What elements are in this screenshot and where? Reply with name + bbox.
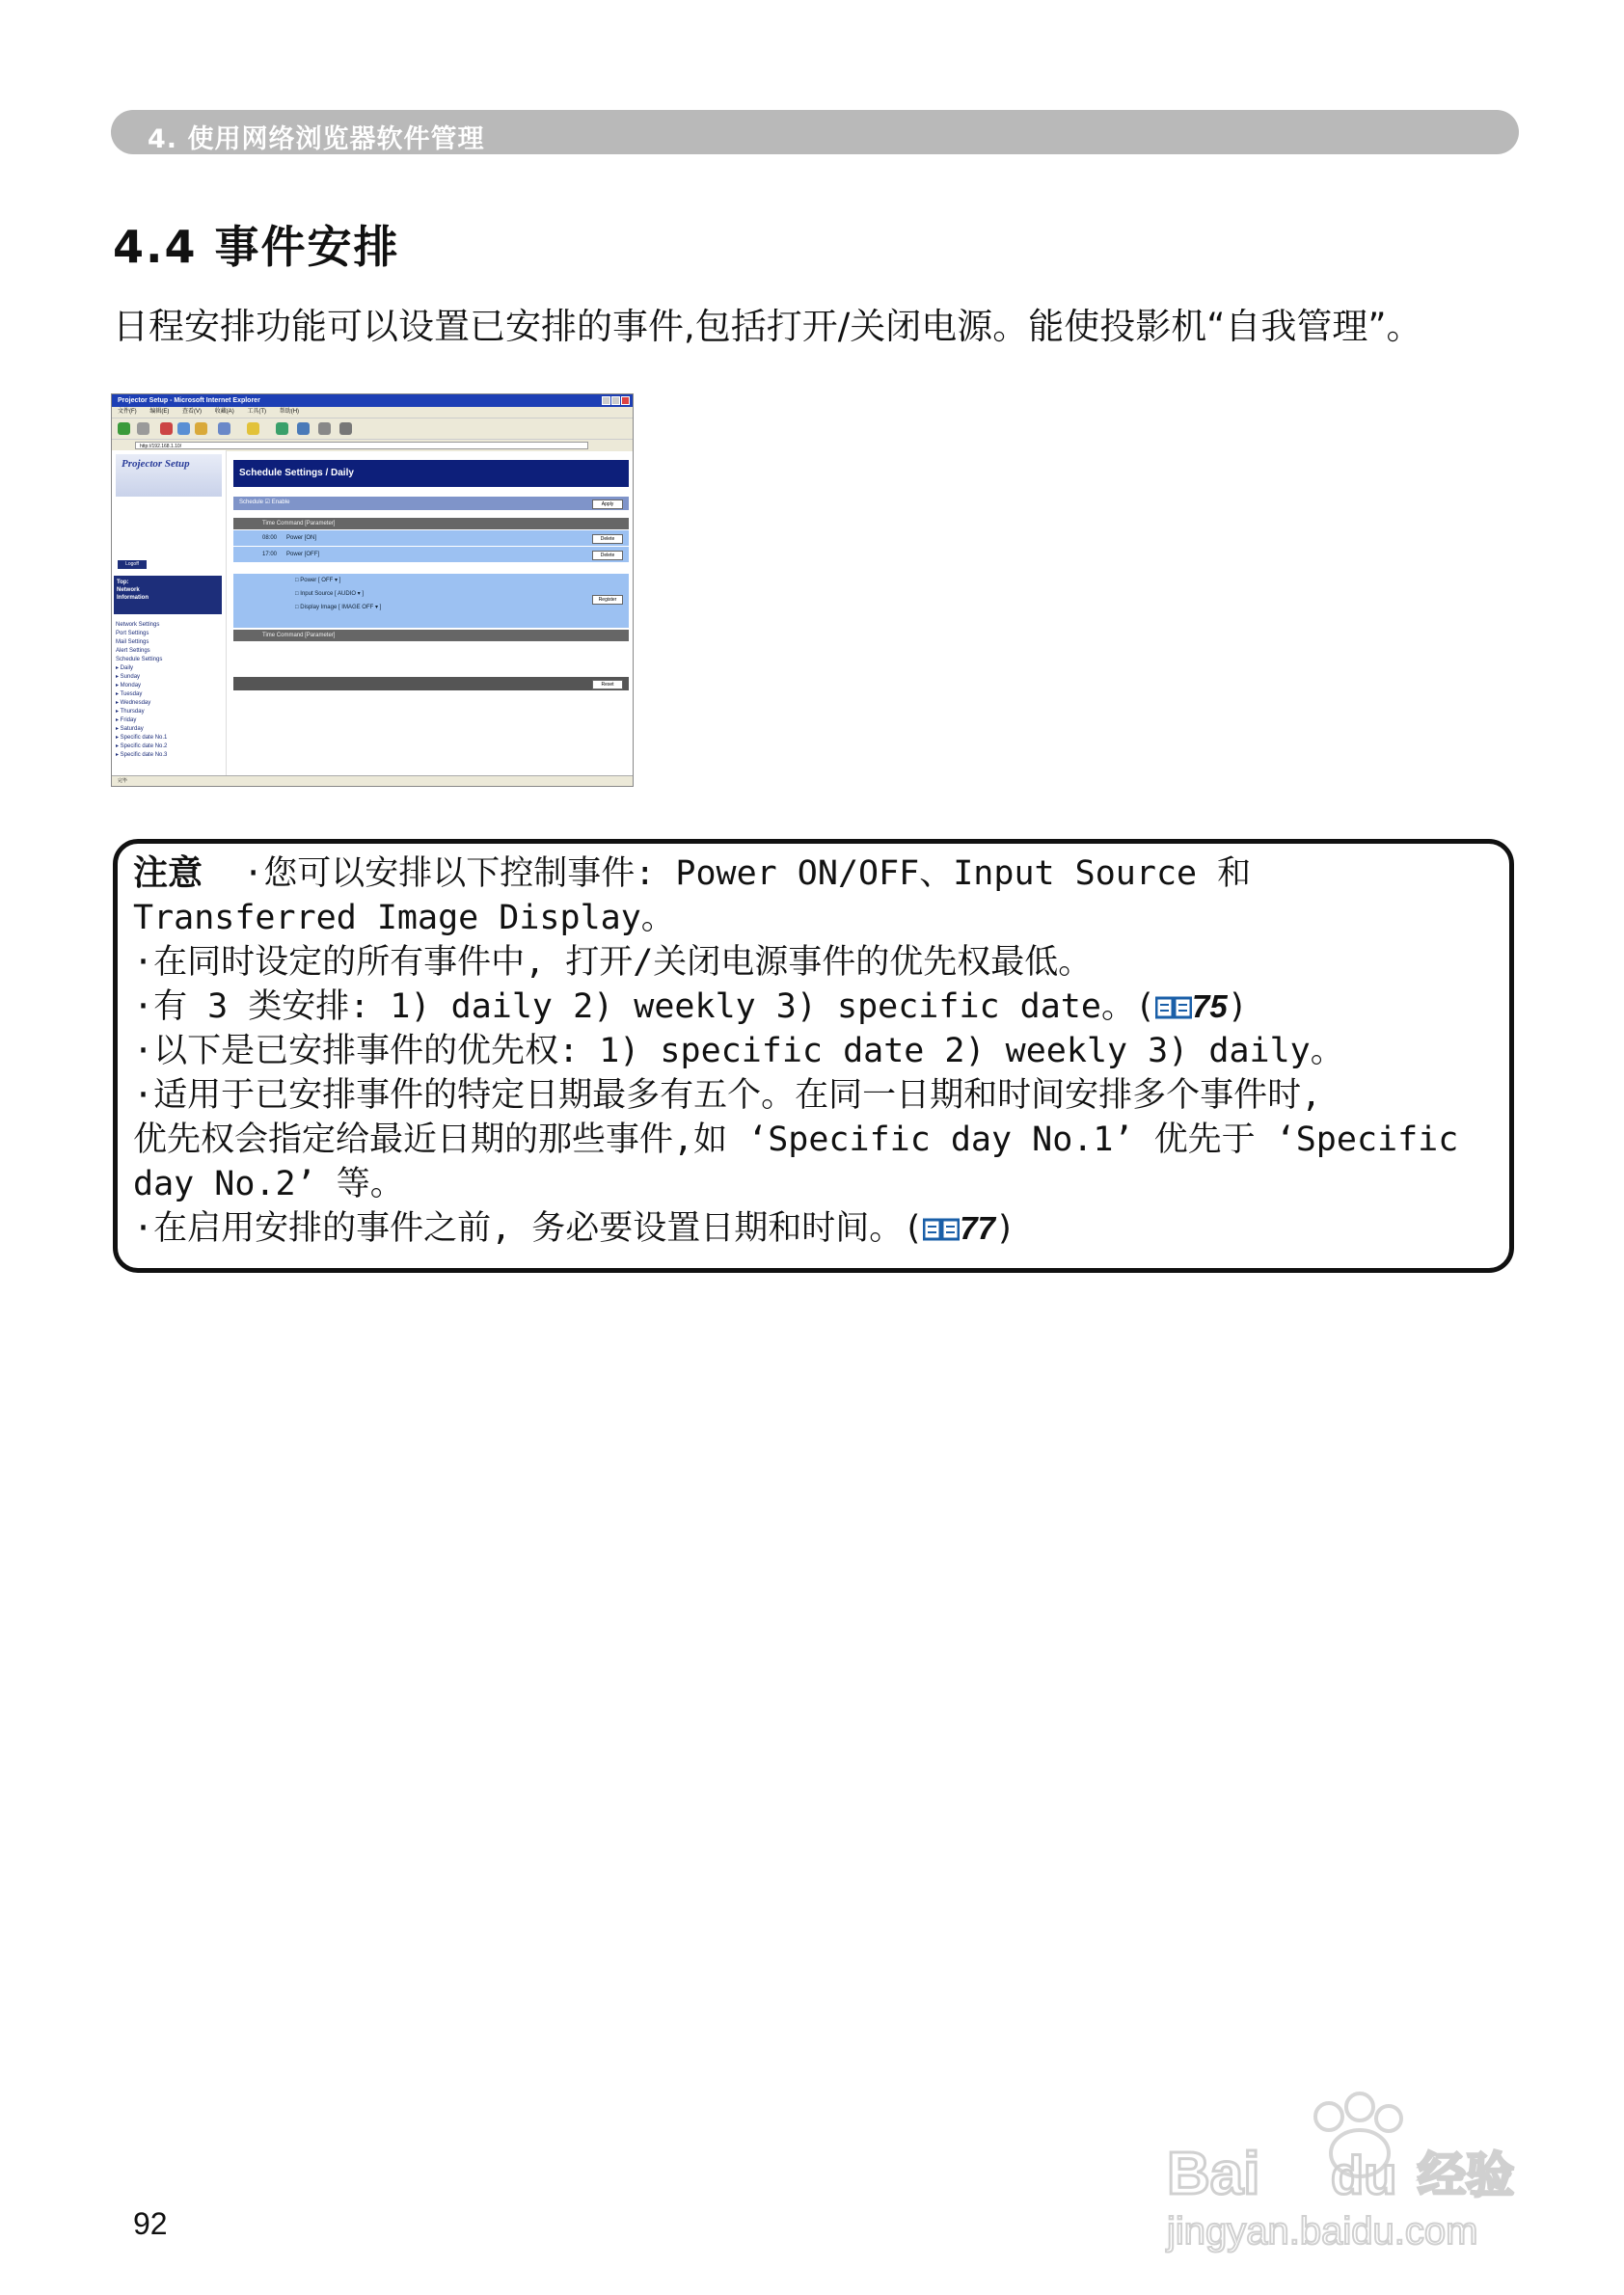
logo-text: Projector Setup (122, 458, 190, 470)
media-icon (276, 422, 288, 435)
sidebar-link: Schedule Settings (116, 657, 163, 662)
register-option: □ Display Image [ IMAGE OFF ▾ ] (295, 605, 382, 610)
note-line: ·适用于已安排事件的特定日期最多有五个。在同一日期和时间安排多个事件时, (133, 1076, 1322, 1115)
address-field: http://192.168.1.10/ (135, 442, 588, 449)
schedule-enable-row (233, 497, 629, 510)
sidebar-link: ▸ Thursday (116, 709, 145, 715)
forward-icon (137, 422, 149, 435)
note-line: day No.2’ 等。 (133, 1165, 404, 1203)
page-heading: Schedule Settings / Daily (233, 460, 629, 487)
sidebar-link: ▸ Specific date No.3 (116, 752, 168, 758)
note-line: ·以下是已安排事件的优先权: 1) specific date 2) weekly 3) daily。 (133, 1032, 1344, 1070)
status-bar: 完毕 (112, 775, 633, 786)
history-icon (297, 422, 310, 435)
favorites-icon (247, 422, 259, 435)
logoff-button: Logoff (118, 560, 147, 569)
top-nav-box (114, 576, 222, 614)
table-header: Time Command [Parameter] (233, 518, 629, 529)
event-command: Power [OFF] (286, 552, 320, 557)
page-reference: 75 (1192, 988, 1228, 1024)
event-time: 17:00 (262, 552, 278, 557)
event-time: 08:00 (262, 535, 278, 541)
embedded-screenshot (111, 393, 634, 787)
sidebar-link: Mail Settings (116, 639, 149, 645)
sidebar-link: ▸ Friday (116, 717, 137, 723)
sidebar-link: ▸ Tuesday (116, 691, 143, 697)
table-row (233, 547, 629, 562)
search-icon (218, 422, 230, 435)
refresh-icon (177, 422, 190, 435)
close-icon (621, 396, 630, 405)
print-icon (339, 422, 352, 435)
note-line: Transferred Image Display。 (133, 899, 675, 937)
section-header-bar (111, 110, 1519, 154)
table-footer-header: Time Command [Parameter] (233, 630, 629, 641)
minimize-icon (602, 396, 610, 405)
home-icon (195, 422, 207, 435)
register-option: □ Input Source [ AUDIO ▾ ] (295, 591, 364, 597)
book-icon (1155, 995, 1192, 1020)
note-line: ·有 3 类安排: 1) daily 2) weekly 3) specific date。( (133, 987, 1156, 1026)
menu-item: 编辑(E) (149, 409, 170, 415)
note-line: ·在启用安排的事件之前, 务必要设置日期和时间。( (133, 1209, 924, 1248)
event-command: Power [ON] (286, 535, 317, 541)
delete-button: Delete (592, 551, 623, 560)
note-label: 注意 (133, 853, 203, 893)
note-text: 注意 ·您可以安排以下控制事件: Power ON/OFF、Input Source 和 Transferred Image Display。 ·在同时设定的所有事件中, 打开/关闭电源事件的优先权最低。 ·有 3 类安排: 1) daily 2) weekly 3) specific date。( 75) ·以下是已安排事件的优先权: 1) specific date 2) weekly 3) daily。 ·适用于已安排事件的特定日期最多有五个。在同一日期和时间安排多个事件时, 优先权会指定给最近日期的那些事件,如 ‘Specific day No.1’ 优先于 ‘Specific day No.2’ 等。 ·在启用安排的事件之前, 务必要设置日期和时间。( 77) (133, 853, 1459, 1248)
svg-text:jingyan.baidu.com: jingyan.baidu.com (1167, 2210, 1478, 2253)
svg-text:经验: 经验 (1418, 2147, 1514, 2203)
top-nav-line: Information (117, 595, 149, 601)
menu-item: 收藏(A) (214, 409, 234, 415)
top-nav-line: Network (117, 587, 140, 593)
register-button: Register (592, 595, 623, 605)
note-line: ·在同时设定的所有事件中, 打开/关闭电源事件的优先权最低。 (133, 943, 1093, 982)
maximize-icon (611, 396, 620, 405)
svg-text:du: du (1331, 2145, 1397, 2205)
mail-icon (318, 422, 331, 435)
baidu-watermark (1157, 2078, 1543, 2261)
sidebar-link: ▸ Sunday (116, 674, 141, 680)
sidebar (112, 450, 227, 775)
schedule-label: Schedule ☑ Enable (239, 500, 290, 505)
sidebar-link: Alert Settings (116, 648, 150, 654)
svg-text:Bai: Bai (1167, 2141, 1260, 2207)
apply-button: Apply (592, 500, 623, 509)
back-icon (118, 422, 130, 435)
reset-button: Reset (592, 680, 623, 689)
sidebar-link: ▸ Specific date No.1 (116, 735, 168, 741)
note-line: 优先权会指定给最近日期的那些事件,如 ‘Specific day No.1’ 优先于 ‘Specific (133, 1120, 1459, 1159)
menu-item: 工具(T) (247, 409, 267, 415)
menu-bar (112, 407, 633, 418)
sidebar-link: ▸ Daily (116, 665, 134, 671)
window-title: Projector Setup - Microsoft Internet Explorer (112, 394, 633, 407)
sidebar-link: ▸ Saturday (116, 726, 144, 732)
top-nav-line: Top: (117, 580, 129, 585)
sidebar-link: ▸ Wednesday (116, 700, 151, 706)
intro-paragraph: 日程安排功能可以设置已安排的事件,包括打开/关闭电源。能使投影机“自我管理”。 (113, 306, 1422, 347)
page-number: 92 (133, 2206, 168, 2241)
section-header-text: 4. 使用网络浏览器软件管理 (148, 124, 485, 154)
toolbar (112, 418, 633, 440)
book-icon (923, 1217, 960, 1242)
note-line: ·您可以安排以下控制事件: Power ON/OFF、Input Source 和 (203, 854, 1252, 893)
table-row (233, 530, 629, 546)
sidebar-link: ▸ Specific date No.2 (116, 743, 168, 749)
sidebar-link: Port Settings (116, 631, 149, 636)
menu-item: 文件(F) (118, 409, 137, 415)
menu-item: 帮助(H) (279, 409, 300, 415)
delete-button: Delete (592, 534, 623, 544)
page-reference: 77 (960, 1210, 996, 1246)
sidebar-link: ▸ Monday (116, 683, 142, 688)
stop-icon (160, 422, 173, 435)
reset-row (233, 677, 629, 690)
register-row (233, 574, 629, 628)
menu-item: 查看(V) (182, 409, 203, 415)
register-option: □ Power [ OFF ▾ ] (295, 578, 341, 583)
logo (116, 454, 222, 497)
sidebar-link: Network Settings (116, 622, 160, 628)
sidebar-links (116, 621, 167, 760)
page-title: 4.4 事件安排 (113, 221, 400, 273)
